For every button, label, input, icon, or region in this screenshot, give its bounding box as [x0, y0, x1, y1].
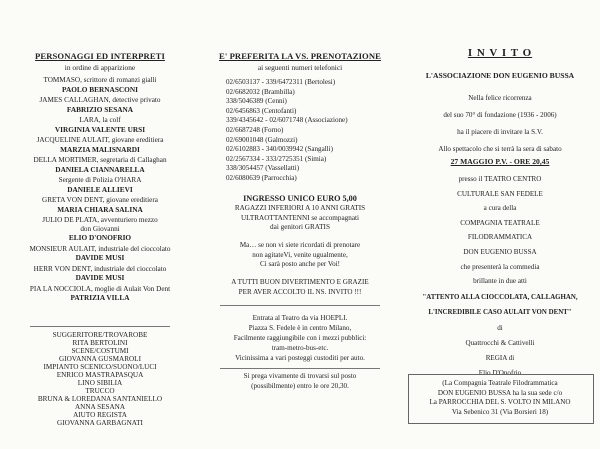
crew-role: BRUNA & LOREDANA SANTANIELLO	[37, 395, 163, 403]
venue-info	[400, 172, 600, 289]
arrival-line: Si prega vivamente di trovarsi sul posto	[243, 372, 357, 380]
directions-line: Facilmente raggiungibile con i mezzi pubblici:	[233, 334, 367, 342]
cast-actor: DANIELA CIANNARELLA	[55, 164, 145, 174]
event-date: 27 MAGGIO P.V. - ORE 20,45	[450, 157, 550, 166]
note-line: non agitateVi, venite ugualmente,	[252, 250, 348, 259]
venue-line: presso il TEATRO CENTRO	[458, 175, 542, 183]
booking-title: E' PREFERITA LA VS. PRENOTAZIONE	[219, 51, 381, 61]
venue-line: brillante in due atti	[473, 277, 527, 286]
cast-role: PIA LA NOCCIOLA, moglie di Aulait Von Dent	[29, 284, 171, 293]
price-line: RAGAZZI INFERIORI A 10 ANNI GRATIS	[234, 204, 366, 212]
footer-text	[400, 379, 600, 417]
crew-name: GIOVANNA GUSMAROLI	[59, 355, 141, 363]
divider	[220, 305, 380, 306]
credits	[400, 321, 600, 381]
crew-name: ANNA SESANA	[74, 403, 126, 411]
divider	[220, 368, 380, 369]
booking-subtitle: ai seguenti numeri telefonici	[257, 63, 343, 72]
crew-name: ENRICO MASTRAPASQUA	[56, 371, 144, 379]
phone-number: 02/2567334 - 333/2725351 (Simia)	[226, 154, 327, 163]
cast-role: Sergente di Polizia O'HARA	[58, 176, 142, 184]
venue-line: che presenterà la commedia	[460, 262, 540, 271]
credits-authors: Quattrocchi & Cattivelli	[465, 339, 535, 347]
reminder-note	[200, 241, 400, 270]
phone-number: 338/3054457 (Vassellatti)	[226, 164, 300, 173]
venue-line: a cura della	[483, 204, 517, 213]
footer-line: (La Compagnia Teatrale Filodrammatica	[442, 379, 558, 387]
thanks-line: A TUTTI BUON DIVERTIMENTO E GRAZIE	[231, 278, 369, 286]
crew-name: GIOVANNA GARBAGNATI	[57, 419, 143, 427]
cast-subtitle: in ordine di apparizione	[64, 63, 136, 72]
cast-actor: MARIA CHIARA SALINA	[57, 204, 143, 214]
price-main: INGRESSO UNICO EURO 5,00	[243, 194, 357, 203]
cast-actor: MARZIA MALISNARDI	[60, 144, 140, 154]
venue-line: COMPAGNIA TEATRALE	[460, 218, 540, 227]
phone-number: 02/6456863 (Centofanti)	[226, 106, 297, 115]
note-line: Ma… se non vi siete ricordati di prenotare	[239, 241, 361, 249]
play-title	[400, 290, 600, 320]
cast-role: TOMMASO, scrittore di romanzi gialli	[43, 76, 157, 84]
association-name: L'ASSOCIAZIONE DON EUGENIO BUSSA	[425, 71, 575, 80]
cast-role: JACQUELINE AULAIT, giovane ereditiera	[36, 136, 164, 144]
phone-number: 02/6682032 (Brambilla)	[226, 87, 295, 96]
invitation-text	[400, 90, 600, 158]
phone-number: 02/6102883 - 340/0039942 (Sangalli)	[226, 145, 333, 154]
phone-number: 02/69001048 (Galmozzi)	[226, 135, 298, 144]
cast-actor: FABRIZIO SESANA	[66, 104, 134, 114]
play-title-line: L'INCREDIBILE CASO AULAIT VON DENT"	[428, 309, 572, 316]
directions-line: Piazza S. Fedele è in centro Milano,	[248, 324, 352, 332]
play-title-line: "ATTENTO ALLA CIOCCOLATA, CALLAGHAN,	[422, 294, 578, 301]
crew-list	[0, 331, 200, 429]
cast-role: DELLA MORTIMER, segretaria di Callaghan	[33, 156, 167, 164]
cast-actor: VIRGINIA VALENTE URSI	[54, 124, 146, 134]
crew-role: SUGGERITORE/TROVAROBE	[52, 331, 148, 339]
crew-name: RITA BERTOLINI	[72, 339, 128, 347]
venue-line: DON EUGENIO BUSSA	[463, 247, 537, 256]
cast-role: JAMES CALLAGHAN, detective privato	[39, 96, 161, 104]
note-line: Ci sarà posto anche per Voi!	[260, 260, 340, 268]
cast-actor: ELIO D'ONOFRIO	[68, 233, 132, 242]
directions-line: Entrata al Teatro da via HOEPLI.	[252, 314, 348, 322]
crew-role: AIUTO REGISTA	[73, 411, 127, 419]
price-info	[200, 194, 400, 233]
cast-role: HERR VON DENT, industriale del cioccolato	[33, 264, 167, 273]
venue-line: CULTURALE SAN FEDELE	[457, 189, 543, 198]
arrival-line: (possibilmente) entro le ore 20,30.	[251, 381, 349, 390]
phone-number: 02/6687248 (Forno)	[226, 125, 284, 134]
crew-role: SCENE/COSTUMI	[71, 347, 129, 355]
crew-role: IMPIANTO SCENICO/SUONO/LUCI	[43, 363, 157, 371]
thanks-line: PER AVER ACCOLTO IL NS. INVITO !!!	[238, 287, 362, 296]
cast-role: MONSIEUR AULAIT, industriale del cioccolato	[29, 244, 171, 253]
cast-actor: PAOLO BERNASCONI	[62, 84, 138, 94]
directions-line: tram-metro-bus-etc.	[271, 344, 329, 352]
cast-actor: PATRIZIA VILLA	[70, 293, 130, 302]
price-line: ULTRAOTTANTENNI se accompagnati	[240, 213, 360, 222]
divider	[30, 326, 170, 327]
cast-role: GRETA VON DENT, giovane ereditiera	[42, 196, 158, 204]
footer-line: La PARROCCHIA DEL S. VOLTO IN MILANO	[429, 398, 571, 406]
phone-number: 02/6080639 (Parrocchia)	[226, 173, 297, 182]
crew-name: TRUCCO	[85, 387, 115, 395]
cast-actor: DAVIDE MUSI	[75, 253, 125, 262]
footer-line: DON EUGENIO BUSSA ha la sua sede c/o	[437, 388, 563, 397]
invitation-line: del suo 70° di fondazione (1936 - 2006)	[443, 111, 557, 119]
invitation-line: Nella felice ricorrenza	[468, 94, 532, 102]
crew-role: LINO SIBILIA	[77, 379, 123, 387]
invitation-line: ha il piacere di invitare la S.V.	[457, 128, 543, 136]
invitation-line: Allo spettacolo che si terrà la sera di sabato	[438, 145, 562, 153]
cast-actor: DANIELE ALLIEVI	[67, 184, 133, 194]
credits-director: Elio D'Onofrio	[478, 369, 522, 377]
credits-regia: REGIA di	[485, 354, 515, 362]
cast-role: LARA, la colf	[79, 116, 121, 124]
cast-title: PERSONAGGI ED INTERPRETI	[35, 51, 165, 61]
credits-di: di	[497, 324, 503, 332]
phone-number: 338/5046389 (Cenni)	[226, 97, 287, 106]
price-line: dai genitori GRATIS	[270, 223, 330, 231]
footer-line: Via Sebenico 31 (Via Borsieri 18)	[451, 407, 549, 416]
venue-line: FILODRAMMATICA	[467, 233, 533, 242]
phone-list	[226, 78, 348, 184]
phone-number: 02/6503137 - 339/6472311 (Bertolesi)	[226, 78, 336, 86]
arrival-note	[200, 372, 400, 391]
directions-line: Vicinissima a vari posteggi custoditi per auto.	[235, 354, 365, 362]
cast-role: JULIO DE PLATA, avventuriero mezzo	[42, 216, 158, 224]
invitation-title: I N V I T O	[467, 47, 533, 59]
directions	[200, 313, 400, 363]
thanks-note	[200, 278, 400, 297]
cast-role-cont: don Giovanni	[80, 224, 120, 233]
cast-actor: DAVIDE MUSI	[75, 273, 125, 282]
cast-list	[0, 76, 200, 303]
phone-number: 339/4345642 - 02/6071748 (Associazione)	[226, 116, 348, 125]
